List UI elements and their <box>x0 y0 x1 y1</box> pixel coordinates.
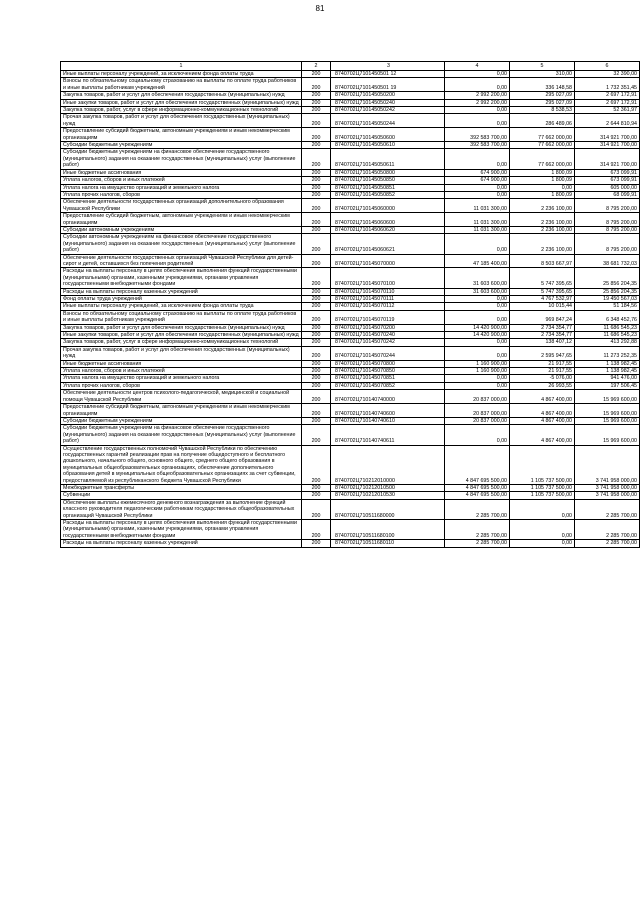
row-line-code-cell: 200 <box>302 191 331 198</box>
row-name-cell: Обеспечение выплаты ежемесячного денежного вознаграждения за выполнение функций классного руководителя педагогическим работникам государственных общеобразовательных организаций Чувашской Республики <box>61 499 302 519</box>
row-remaining-cell: 413 292,88 <box>575 339 640 346</box>
row-executed-cell: 4 867 400,00 <box>510 390 575 404</box>
row-budget-code-cell: 8740702Ц710145060620 <box>331 226 445 233</box>
table-row <box>61 332 640 339</box>
row-name-cell: Межбюджетные трансферты <box>61 484 302 491</box>
row-line-code-cell: 200 <box>302 234 331 254</box>
row-name-cell: Осуществление государственных полномочий Чувашской Республики по обеспечению государственных гарантий реализации прав на получение общедоступного и бесплатного дошкольного, начального общего, основного общего, среднего общего образования в муниципальных общеобразовательных организациях, обеспечение дополнительного образования детей в муниципальных общеобразовательных организациях за счет субвенции, предоставляемой из республиканского бюджета Чувашской Республики <box>61 445 302 484</box>
row-line-code-cell: 200 <box>302 184 331 191</box>
row-executed-cell: 1 105 737 500,00 <box>510 492 575 499</box>
row-name-cell: Расходы на выплаты персоналу казенных учреждений <box>61 540 302 547</box>
table-row <box>61 71 640 78</box>
row-remaining-cell: 605 000,00 <box>575 184 640 191</box>
row-budget-code-cell: 8740702Ц710145050244 <box>331 114 445 128</box>
page-number: 81 <box>315 4 325 13</box>
row-name-cell: Закупка товаров, работ, услуг в сфере информационно-коммуникационных технологий <box>61 107 302 114</box>
table-body <box>61 71 640 548</box>
row-approved-cell: 4 847 695 500,00 <box>445 484 510 491</box>
row-remaining-cell: 8 795 200,00 <box>575 234 640 254</box>
table-row <box>61 92 640 99</box>
row-line-code-cell: 200 <box>302 213 331 227</box>
table-row <box>61 484 640 491</box>
row-approved-cell: 4 847 695 500,00 <box>445 445 510 484</box>
row-executed-cell: 0,00 <box>510 520 575 540</box>
row-remaining-cell: 673 099,91 <box>575 169 640 176</box>
table-row <box>61 99 640 106</box>
row-budget-code-cell: 8740702Ц7101450501 19 <box>331 78 445 92</box>
row-remaining-cell: 52 361,97 <box>575 107 640 114</box>
row-budget-code-cell: 8740702Ц710145070119 <box>331 310 445 324</box>
row-budget-code-cell: 8740702Ц710140740611 <box>331 425 445 445</box>
table-row <box>61 199 640 213</box>
row-budget-code-cell: 8740702Ц710145070244 <box>331 346 445 360</box>
table-row <box>61 254 640 268</box>
row-approved-cell: 20 837 000,00 <box>445 404 510 418</box>
row-line-code-cell: 200 <box>302 288 331 295</box>
table-row <box>61 382 640 389</box>
table-row <box>61 492 640 499</box>
row-budget-code-cell: 8740702Ц710145050610 <box>331 142 445 149</box>
table-row <box>61 540 640 547</box>
row-budget-code-cell: 8740702Ц710145070112 <box>331 303 445 310</box>
header-col-6: 6 <box>575 62 640 71</box>
row-name-cell: Иные бюджетные ассигнования <box>61 169 302 176</box>
row-remaining-cell: 15 969 600,00 <box>575 404 640 418</box>
row-executed-cell: 8 538,53 <box>510 107 575 114</box>
table-row <box>61 360 640 367</box>
row-line-code-cell: 200 <box>302 99 331 106</box>
table-row <box>61 303 640 310</box>
row-line-code-cell: 200 <box>302 107 331 114</box>
row-line-code-cell: 200 <box>302 360 331 367</box>
row-budget-code-cell: 8740702Ц7101450501 12 <box>331 71 445 78</box>
row-executed-cell: 1 800,09 <box>510 169 575 176</box>
row-remaining-cell: 2 285 700,00 <box>575 540 640 547</box>
row-approved-cell: 674 900,00 <box>445 169 510 176</box>
row-budget-code-cell: 8740702Ц710140740000 <box>331 390 445 404</box>
row-budget-code-cell: 8740702Ц710145060000 <box>331 199 445 213</box>
table-row <box>61 191 640 198</box>
row-remaining-cell: 11 273 252,35 <box>575 346 640 360</box>
row-name-cell: Субвенции <box>61 492 302 499</box>
table-row <box>61 226 640 233</box>
row-approved-cell: 0,00 <box>445 78 510 92</box>
row-remaining-cell: 314 921 700,00 <box>575 128 640 142</box>
row-budget-code-cell: 8740702Ц710212010530 <box>331 492 445 499</box>
row-line-code-cell: 200 <box>302 339 331 346</box>
row-remaining-cell: 15 969 600,00 <box>575 417 640 424</box>
row-executed-cell: 1 800,09 <box>510 191 575 198</box>
row-name-cell: Обеспечение деятельности центров психолого-педагогической, медицинской и социальной помощи Чувашской Республики <box>61 390 302 404</box>
row-name-cell: Иные закупки товаров, работ и услуг для обеспечения государственных (муниципальных) нужд <box>61 332 302 339</box>
row-approved-cell: 0,00 <box>445 114 510 128</box>
table-row <box>61 425 640 445</box>
row-remaining-cell: 314 921 700,00 <box>575 142 640 149</box>
row-remaining-cell: 3 741 958 000,00 <box>575 484 640 491</box>
header-row <box>61 62 640 71</box>
row-name-cell: Уплата прочих налогов, сборов <box>61 382 302 389</box>
row-remaining-cell: 11 686 545,23 <box>575 332 640 339</box>
row-executed-cell: 2 734 354,77 <box>510 332 575 339</box>
row-name-cell: Уплата прочих налогов, сборов <box>61 191 302 198</box>
table-row <box>61 296 640 303</box>
row-approved-cell: 20 837 000,00 <box>445 417 510 424</box>
row-name-cell: Субсидии бюджетным учреждениям <box>61 142 302 149</box>
row-budget-code-cell: 8740702Ц710145070852 <box>331 382 445 389</box>
row-line-code-cell: 200 <box>302 445 331 484</box>
row-approved-cell: 31 603 600,00 <box>445 268 510 288</box>
row-remaining-cell: 68 099,91 <box>575 191 640 198</box>
row-executed-cell: 1 800,09 <box>510 177 575 184</box>
row-line-code-cell: 200 <box>302 540 331 547</box>
table-row <box>61 177 640 184</box>
row-name-cell: Взносы по обязательному социальному страхованию на выплаты по оплате труда работников и иные выплаты работникам учреждений <box>61 78 302 92</box>
row-budget-code-cell: 8740702Ц710511680100 <box>331 520 445 540</box>
row-name-cell: Расходы на выплаты персоналу казенных учреждений <box>61 288 302 295</box>
row-line-code-cell: 200 <box>302 142 331 149</box>
row-budget-code-cell: 8740702Ц710145050851 <box>331 184 445 191</box>
row-line-code-cell: 200 <box>302 404 331 418</box>
row-budget-code-cell: 8740702Ц710145050850 <box>331 177 445 184</box>
row-executed-cell: 10 015,44 <box>510 303 575 310</box>
row-approved-cell: 0,00 <box>445 310 510 324</box>
row-line-code-cell: 200 <box>302 169 331 176</box>
row-remaining-cell: 51 184,56 <box>575 303 640 310</box>
table-row <box>61 499 640 519</box>
table-row <box>61 368 640 375</box>
row-line-code-cell: 200 <box>302 417 331 424</box>
row-line-code-cell: 200 <box>302 324 331 331</box>
row-name-cell: Прочая закупка товаров, работ и услуг для обеспечения государственных (муниципальных) нужд <box>61 346 302 360</box>
row-executed-cell: 21 917,55 <box>510 360 575 367</box>
row-approved-cell: 0,00 <box>445 425 510 445</box>
row-remaining-cell: 8 795 200,00 <box>575 213 640 227</box>
row-approved-cell: 0,00 <box>445 375 510 382</box>
row-line-code-cell: 200 <box>302 296 331 303</box>
row-approved-cell: 0,00 <box>445 149 510 169</box>
row-budget-code-cell: 8740702Ц710145050242 <box>331 107 445 114</box>
row-approved-cell: 31 603 600,00 <box>445 288 510 295</box>
row-remaining-cell: 8 795 200,00 <box>575 199 640 213</box>
row-budget-code-cell: 8740702Ц710145050240 <box>331 99 445 106</box>
row-approved-cell: 0,00 <box>445 382 510 389</box>
row-name-cell: Иные выплаты персоналу учреждений, за исключением фонда оплаты труда <box>61 71 302 78</box>
row-approved-cell: 20 837 000,00 <box>445 390 510 404</box>
row-approved-cell: 392 583 700,00 <box>445 142 510 149</box>
row-name-cell: Уплата налога на имущество организаций и земельного налога <box>61 375 302 382</box>
table-row <box>61 288 640 295</box>
table-row <box>61 234 640 254</box>
table-row <box>61 78 640 92</box>
row-budget-code-cell: 8740702Ц710145050200 <box>331 92 445 99</box>
row-line-code-cell: 200 <box>302 484 331 491</box>
row-approved-cell: 2 285 700,00 <box>445 540 510 547</box>
row-approved-cell: 4 847 695 500,00 <box>445 492 510 499</box>
row-approved-cell: 2 285 700,00 <box>445 520 510 540</box>
row-approved-cell: 0,00 <box>445 184 510 191</box>
row-line-code-cell: 200 <box>302 78 331 92</box>
row-name-cell: Обеспечение деятельности государственных организаций дополнительного образования Чувашской Республики <box>61 199 302 213</box>
row-budget-code-cell: 8740702Ц710145070800 <box>331 360 445 367</box>
row-name-cell: Субсидии автономным учреждениям на финансовое обеспечение государственного (муниципального) задания на оказание государственных (муниципальных) услуг (выполнение работ) <box>61 234 302 254</box>
row-line-code-cell: 200 <box>302 368 331 375</box>
row-name-cell: Предоставление субсидий бюджетным, автономным учреждениям и иным некоммерческим организациям <box>61 404 302 418</box>
row-budget-code-cell: 8740702Ц710145070240 <box>331 332 445 339</box>
row-remaining-cell: 1 138 982,45 <box>575 360 640 367</box>
row-remaining-cell: 15 969 600,00 <box>575 390 640 404</box>
table-row <box>61 184 640 191</box>
row-name-cell: Иные выплаты персоналу учреждений, за исключением фонда оплаты труда <box>61 303 302 310</box>
table-row <box>61 390 640 404</box>
header-col-2: 2 <box>302 62 331 71</box>
row-line-code-cell: 200 <box>302 390 331 404</box>
table-row <box>61 268 640 288</box>
row-name-cell: Фонд оплаты труда учреждений <box>61 296 302 303</box>
row-executed-cell: 77 662 000,00 <box>510 142 575 149</box>
row-name-cell: Субсидии бюджетным учреждениям <box>61 417 302 424</box>
row-name-cell: Субсидии автономным учреждениям <box>61 226 302 233</box>
row-budget-code-cell: 8740702Ц710145070850 <box>331 368 445 375</box>
row-name-cell: Предоставление субсидий бюджетным, автономным учреждениям и иным некоммерческим организациям <box>61 128 302 142</box>
row-line-code-cell: 200 <box>302 332 331 339</box>
row-approved-cell: 0,00 <box>445 296 510 303</box>
table-row <box>61 128 640 142</box>
row-budget-code-cell: 8740702Ц710140740610 <box>331 417 445 424</box>
row-executed-cell: 4 867 400,00 <box>510 425 575 445</box>
table-row <box>61 114 640 128</box>
table-row <box>61 169 640 176</box>
row-executed-cell: 969 847,24 <box>510 310 575 324</box>
row-remaining-cell: 15 969 600,00 <box>575 425 640 445</box>
row-line-code-cell: 200 <box>302 520 331 540</box>
row-executed-cell: 5 747 395,65 <box>510 288 575 295</box>
row-executed-cell: -5 076,00 <box>510 375 575 382</box>
row-remaining-cell: 2 697 172,91 <box>575 92 640 99</box>
row-line-code-cell: 200 <box>302 149 331 169</box>
row-budget-code-cell: 8740702Ц710145070242 <box>331 339 445 346</box>
row-remaining-cell: 25 856 204,35 <box>575 268 640 288</box>
row-remaining-cell: 2 644 810,94 <box>575 114 640 128</box>
row-executed-cell: 4 867 400,00 <box>510 404 575 418</box>
row-executed-cell: 77 662 000,00 <box>510 149 575 169</box>
row-budget-code-cell: 8740702Ц710145070000 <box>331 254 445 268</box>
table-row <box>61 339 640 346</box>
row-line-code-cell: 200 <box>302 128 331 142</box>
row-budget-code-cell: 8740702Ц710511680000 <box>331 499 445 519</box>
row-remaining-cell: 38 681 732,03 <box>575 254 640 268</box>
row-remaining-cell: 19 450 567,03 <box>575 296 640 303</box>
row-name-cell: Предоставление субсидий бюджетным, автономным учреждениям и иным некоммерческим организациям <box>61 213 302 227</box>
row-executed-cell: 2 236 100,00 <box>510 213 575 227</box>
table-row <box>61 310 640 324</box>
row-line-code-cell: 200 <box>302 310 331 324</box>
header-col-3: 3 <box>331 62 445 71</box>
row-line-code-cell: 200 <box>302 492 331 499</box>
row-executed-cell: 0,00 <box>510 184 575 191</box>
row-executed-cell: 4 867 400,00 <box>510 417 575 424</box>
row-executed-cell: 295 027,09 <box>510 99 575 106</box>
row-line-code-cell: 200 <box>302 425 331 445</box>
budget-table <box>60 61 640 548</box>
row-name-cell: Закупка товаров, работ и услуг для обеспечения государственных (муниципальных) нужд <box>61 92 302 99</box>
row-remaining-cell: 11 686 545,23 <box>575 324 640 331</box>
row-approved-cell: 47 185 400,00 <box>445 254 510 268</box>
row-executed-cell: 4 767 532,97 <box>510 296 575 303</box>
row-executed-cell: 286 489,06 <box>510 114 575 128</box>
row-budget-code-cell: 8740702Ц710145070200 <box>331 324 445 331</box>
row-executed-cell: 0,00 <box>510 499 575 519</box>
row-line-code-cell: 200 <box>302 254 331 268</box>
table-row <box>61 149 640 169</box>
row-line-code-cell: 200 <box>302 268 331 288</box>
row-budget-code-cell: 8740702Ц710212010000 <box>331 445 445 484</box>
table-row <box>61 213 640 227</box>
row-approved-cell: 2 992 200,00 <box>445 92 510 99</box>
row-line-code-cell: 200 <box>302 199 331 213</box>
row-name-cell: Иные закупки товаров, работ и услуг для обеспечения государственных (муниципальных) нужд <box>61 99 302 106</box>
row-executed-cell: 2 595 947,65 <box>510 346 575 360</box>
row-budget-code-cell: 8740702Ц710145070110 <box>331 288 445 295</box>
row-approved-cell: 2 992 200,00 <box>445 99 510 106</box>
table-row <box>61 445 640 484</box>
row-line-code-cell: 200 <box>302 382 331 389</box>
row-approved-cell: 0,00 <box>445 191 510 198</box>
row-remaining-cell: 3 741 958 000,00 <box>575 492 640 499</box>
table-row <box>61 520 640 540</box>
row-approved-cell: 392 583 700,00 <box>445 128 510 142</box>
row-budget-code-cell: 8740702Ц710140740600 <box>331 404 445 418</box>
row-budget-code-cell: 8740702Ц710145050852 <box>331 191 445 198</box>
row-line-code-cell: 200 <box>302 71 331 78</box>
row-budget-code-cell: 8740702Ц710145050600 <box>331 128 445 142</box>
row-approved-cell: 0,00 <box>445 71 510 78</box>
row-remaining-cell: 2 285 700,00 <box>575 520 640 540</box>
row-line-code-cell: 200 <box>302 114 331 128</box>
row-executed-cell: 295 027,09 <box>510 92 575 99</box>
row-remaining-cell: 2 697 172,91 <box>575 99 640 106</box>
row-executed-cell: 2 236 100,00 <box>510 226 575 233</box>
row-approved-cell: 14 420 900,00 <box>445 332 510 339</box>
row-budget-code-cell: 8740702Ц710145070100 <box>331 268 445 288</box>
row-name-cell: Иные бюджетные ассигнования <box>61 360 302 367</box>
row-name-cell: Субсидии бюджетным учреждениям на финансовое обеспечение государственного (муниципального) задания на оказание государственных (муниципальных) услуг (выполнение работ) <box>61 149 302 169</box>
row-executed-cell: 77 662 000,00 <box>510 128 575 142</box>
row-budget-code-cell: 8740702Ц710212010500 <box>331 484 445 491</box>
table-row <box>61 404 640 418</box>
table-row <box>61 417 640 424</box>
row-executed-cell: 8 503 667,97 <box>510 254 575 268</box>
row-remaining-cell: 3 741 958 000,00 <box>575 445 640 484</box>
header-col-1: 1 <box>61 62 302 71</box>
row-executed-cell: 5 747 395,65 <box>510 268 575 288</box>
row-approved-cell: 1 160 900,00 <box>445 368 510 375</box>
row-budget-code-cell: 8740702Ц710145070111 <box>331 296 445 303</box>
table-row <box>61 346 640 360</box>
row-line-code-cell: 200 <box>302 346 331 360</box>
row-executed-cell: 26 993,55 <box>510 382 575 389</box>
row-name-cell: Закупка товаров, работ и услуг для обеспечения государственных (муниципальных) нужд <box>61 324 302 331</box>
row-name-cell: Уплата налогов, сборов и иных платежей <box>61 368 302 375</box>
row-executed-cell: 0,00 <box>510 540 575 547</box>
header-col-4: 4 <box>445 62 510 71</box>
row-budget-code-cell: 8740702Ц710145060600 <box>331 213 445 227</box>
row-name-cell: Уплата налогов, сборов и иных платежей <box>61 177 302 184</box>
row-approved-cell: 674 900,00 <box>445 177 510 184</box>
row-executed-cell: 310,00 <box>510 71 575 78</box>
row-executed-cell: 2 734 354,77 <box>510 324 575 331</box>
row-line-code-cell: 200 <box>302 226 331 233</box>
row-executed-cell: 1 105 737 500,00 <box>510 484 575 491</box>
table-row <box>61 375 640 382</box>
row-line-code-cell: 200 <box>302 499 331 519</box>
row-line-code-cell: 200 <box>302 92 331 99</box>
row-approved-cell: 0,00 <box>445 303 510 310</box>
row-remaining-cell: 941 476,00 <box>575 375 640 382</box>
row-name-cell: Обеспечение деятельности государственных организаций Чувашской Республики для детей-сирот и детей, оставшихся без попечения родителей <box>61 254 302 268</box>
row-approved-cell: 1 160 900,00 <box>445 360 510 367</box>
row-remaining-cell: 1 732 351,45 <box>575 78 640 92</box>
table-header <box>61 62 640 71</box>
row-approved-cell: 11 031 300,00 <box>445 199 510 213</box>
row-executed-cell: 21 917,55 <box>510 368 575 375</box>
row-remaining-cell: 6 348 452,76 <box>575 310 640 324</box>
row-name-cell: Расходы на выплаты персоналу в целях обеспечения выполнения функций государственными (муниципальными) органами, казенными учреждениями, органами управления государственными внебюджетными фондами <box>61 268 302 288</box>
row-remaining-cell: 8 795 200,00 <box>575 226 640 233</box>
row-line-code-cell: 200 <box>302 177 331 184</box>
row-remaining-cell: 197 506,45 <box>575 382 640 389</box>
row-executed-cell: 336 148,58 <box>510 78 575 92</box>
row-remaining-cell: 314 921 700,00 <box>575 149 640 169</box>
row-approved-cell: 0,00 <box>445 339 510 346</box>
row-approved-cell: 0,00 <box>445 107 510 114</box>
row-executed-cell: 1 105 737 500,00 <box>510 445 575 484</box>
row-budget-code-cell: 8740702Ц710145070851 <box>331 375 445 382</box>
row-remaining-cell: 673 099,91 <box>575 177 640 184</box>
row-executed-cell: 2 236 100,00 <box>510 199 575 213</box>
row-budget-code-cell: 8740702Ц710145060621 <box>331 234 445 254</box>
row-line-code-cell: 200 <box>302 303 331 310</box>
row-executed-cell: 138 407,12 <box>510 339 575 346</box>
row-name-cell: Взносы по обязательному социальному страхованию на выплаты по оплате труда работников и иные выплаты работникам учреждений <box>61 310 302 324</box>
row-budget-code-cell: 8740702Ц710145050800 <box>331 169 445 176</box>
table-row <box>61 324 640 331</box>
row-approved-cell: 2 285 700,00 <box>445 499 510 519</box>
table-row <box>61 142 640 149</box>
table-row <box>61 107 640 114</box>
row-approved-cell: 0,00 <box>445 346 510 360</box>
row-remaining-cell: 1 138 982,45 <box>575 368 640 375</box>
row-executed-cell: 2 236 100,00 <box>510 234 575 254</box>
row-name-cell: Уплата налога на имущество организаций и земельного налога <box>61 184 302 191</box>
header-col-5: 5 <box>510 62 575 71</box>
row-budget-code-cell: 8740702Ц710145050611 <box>331 149 445 169</box>
row-remaining-cell: 2 285 700,00 <box>575 499 640 519</box>
row-approved-cell: 0,00 <box>445 234 510 254</box>
row-approved-cell: 14 420 900,00 <box>445 324 510 331</box>
row-name-cell: Расходы на выплаты персоналу в целях обеспечения выполнения функций государственными (муниципальными) органами, казенными учреждениями, органами управления государственными внебюджетными фондами <box>61 520 302 540</box>
row-approved-cell: 11 031 300,00 <box>445 213 510 227</box>
row-remaining-cell: 32 390,00 <box>575 71 640 78</box>
row-remaining-cell: 25 856 204,35 <box>575 288 640 295</box>
row-budget-code-cell: 8740702Ц710511680110 <box>331 540 445 547</box>
row-approved-cell: 11 031 300,00 <box>445 226 510 233</box>
row-line-code-cell: 200 <box>302 375 331 382</box>
row-name-cell: Закупка товаров, работ, услуг в сфере информационно-коммуникационных технологий <box>61 339 302 346</box>
row-name-cell: Прочая закупка товаров, работ и услуг для обеспечения государственных (муниципальных) нужд <box>61 114 302 128</box>
row-name-cell: Субсидии бюджетным учреждениям на финансовое обеспечение государственного (муниципального) задания на оказание государственных (муниципальных) услуг (выполнение работ) <box>61 425 302 445</box>
